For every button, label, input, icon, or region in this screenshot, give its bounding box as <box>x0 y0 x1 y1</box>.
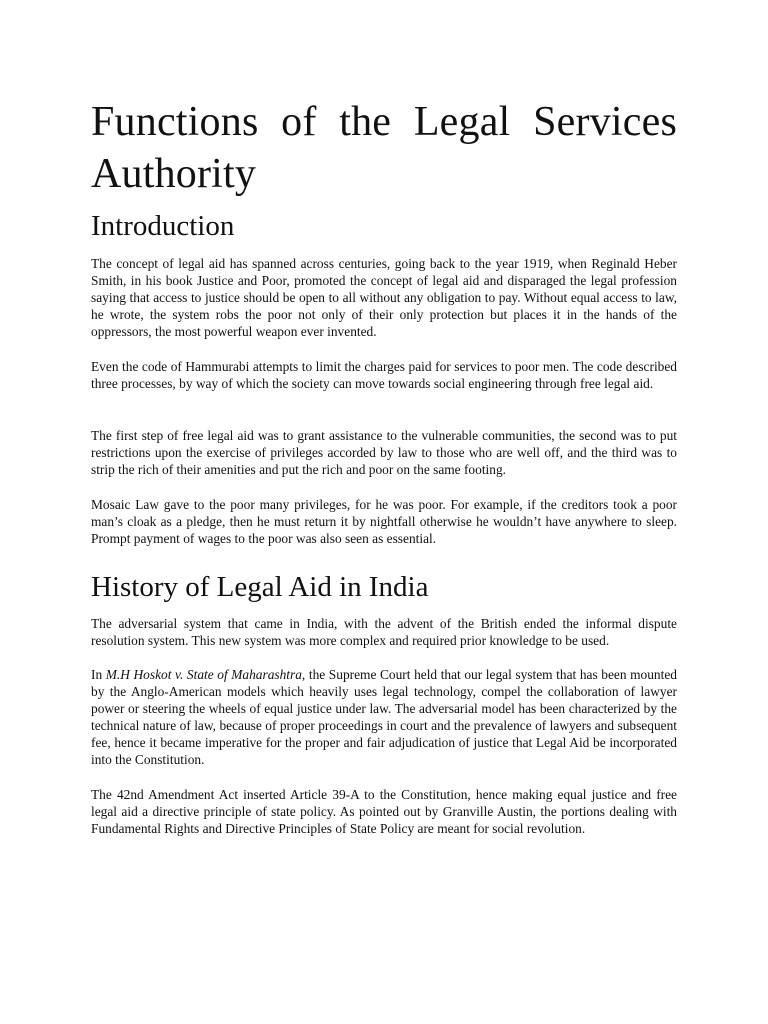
section-heading-history: History of Legal Aid in India <box>91 571 429 603</box>
section-heading-introduction: Introduction <box>91 210 235 242</box>
case-citation: M.H Hoskot v. State of Maharashtra, <box>105 667 306 682</box>
document-page <box>91 96 677 837</box>
case-paragraph <box>91 666 677 768</box>
paragraph: The adversarial system that came in India, with the advent of the British ended the informal dispute resolution system. This new system was more complex and required prior knowledge to be used. <box>91 616 677 648</box>
paragraph: The concept of legal aid has spanned across centuries, going back to the year 1919, when Reginald Heber Smith, in his book Justice and Poor, promoted the concept of legal aid and disparaged the legal profession saying that access to justice should be open to all without any obligation to pay. Without equal access to law, he wrote, the system robs the poor not only of their only protection but places it in the hands of the oppressors, the most powerful weapon ever invented. <box>91 256 677 339</box>
case-paragraph-prefix: In <box>91 667 106 682</box>
paragraph: Mosaic Law gave to the poor many privileges, for he was poor. For example, if the creditors took a poor man’s cloak as a pledge, then he must return it by nightfall otherwise he wouldn’t have anywhere to sleep. Prompt payment of wages to the poor was also seen as essential. <box>91 497 677 546</box>
paragraph: The first step of free legal aid was to grant assistance to the vulnerable communities, the second was to put restrictions upon the exercise of privileges accorded by law to those who are well off, and the third was to strip the rich of their amenities and put the rich and poor on the same footing. <box>91 428 677 477</box>
document-title: Functions of the Legal Services Authority <box>91 99 677 197</box>
paragraph: The 42nd Amendment Act inserted Article 39-A to the Constitution, hence making equal justice and free legal aid a directive principle of state policy. As pointed out by Granville Austin, the portions dealing with Fundamental Rights and Directive Principles of State Policy are meant for social revolution. <box>91 787 677 836</box>
case-paragraph-text: the Supreme Court held that our legal system that has been mounted by the Anglo-American models which heavily uses legal technology, compel the collaboration of lawyer power or steering the wheels of equal justice under law. The adversarial model has been characterized by the technical nature of law, because of proper proceedings in court and the prevalence of lawyers and subsequent fee, hence it became imperative for the proper and fair adjudication of justice that Legal Aid be incorporated into the Constitution. <box>91 667 677 767</box>
paragraph: Even the code of Hammurabi attempts to limit the charges paid for services to poor men. The code described three processes, by way of which the society can move towards social engineering through free legal aid. <box>91 359 677 391</box>
